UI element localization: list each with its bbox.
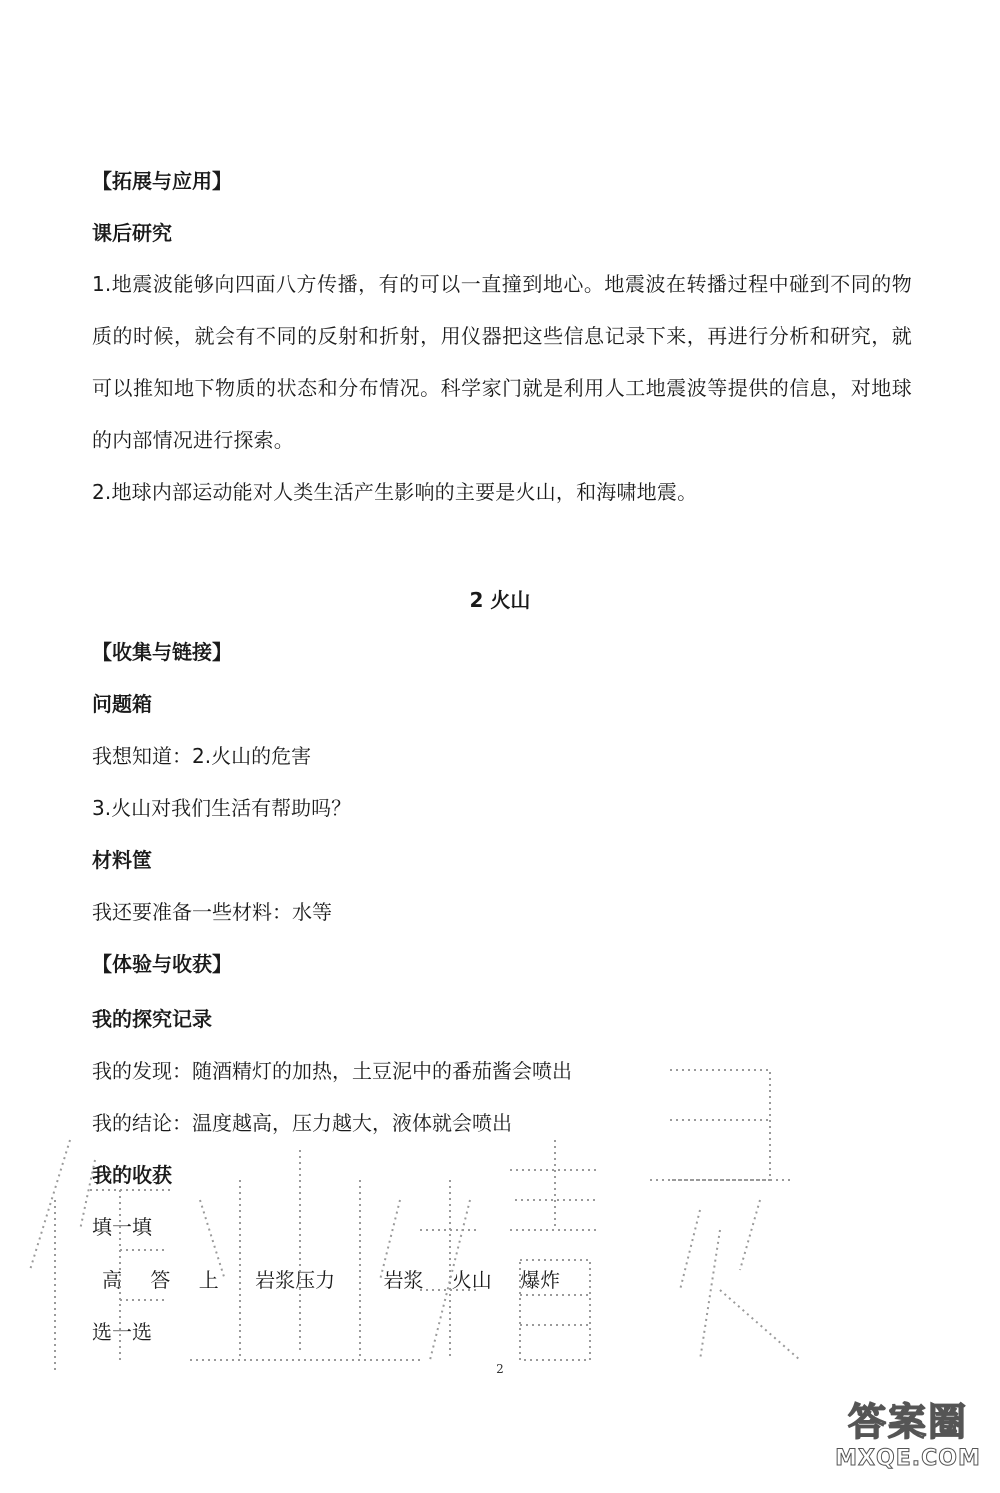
fill-in-label: 填一填 bbox=[92, 1215, 152, 1239]
choose-label: 选一选 bbox=[92, 1320, 152, 1344]
record-title: 我的探究记录 bbox=[92, 1007, 212, 1031]
fill-answer: 高 bbox=[102, 1268, 122, 1292]
paragraph-earth-movement: 2.地球内部运动能对人类生活产生影响的主要是火山，和海啸地震。 bbox=[92, 480, 698, 504]
fill-answer: 岩浆压力 bbox=[255, 1268, 336, 1292]
corner-logo-watermark bbox=[818, 1400, 998, 1490]
heading-collect-link: 【收集与链接】 bbox=[92, 640, 232, 664]
fill-answer: 上 bbox=[198, 1268, 219, 1292]
heading-extension-application: 【拓展与应用】 bbox=[92, 169, 232, 193]
chapter-title: 2 火山 bbox=[469, 588, 531, 612]
harvest-title: 我的收获 bbox=[92, 1163, 172, 1187]
question-box-title: 问题箱 bbox=[92, 692, 152, 716]
fill-answer: 火山 bbox=[451, 1268, 492, 1292]
question-2: 3.火山对我们生活有帮助吗？ bbox=[92, 796, 352, 820]
finding-text: 我的发现：随酒精灯的加热，土豆泥中的番茄酱会喷出 bbox=[92, 1059, 572, 1083]
corner-url-text: MXQE.COM bbox=[835, 1446, 981, 1471]
materials-text: 我还要准备一些材料：水等 bbox=[92, 900, 332, 924]
fill-answer: 答 bbox=[150, 1268, 171, 1292]
corner-logo-text: 答案圈 bbox=[847, 1400, 968, 1444]
question-1: 我想知道：2.火山的危害 bbox=[92, 744, 312, 768]
fill-answer: 爆炸 bbox=[520, 1268, 561, 1292]
paragraph-seismic-waves: 1.地震波能够向四面八方传播，有的可以一直撞到地心。地震波在转播过程中碰到不同的物质的时候，就会有不同的反射和折射，用仪器把这些信息记录下来，再进行分析和研究，就可以推知地下物质的状态和分布情况。科学家门就是利用人工地震波等提供的信息，对地球的内部情况进行探索。 bbox=[92, 272, 912, 452]
materials-box-title: 材料筐 bbox=[92, 848, 152, 872]
subheading-after-class-research: 课后研究 bbox=[92, 221, 172, 245]
fill-in-answers bbox=[102, 1266, 582, 1294]
fill-answer: 岩浆 bbox=[383, 1268, 424, 1292]
conclusion-text: 我的结论：温度越高，压力越大，液体就会喷出 bbox=[92, 1111, 512, 1135]
page-number: 2 bbox=[496, 1362, 504, 1376]
heading-experience-harvest: 【体验与收获】 bbox=[92, 952, 232, 976]
